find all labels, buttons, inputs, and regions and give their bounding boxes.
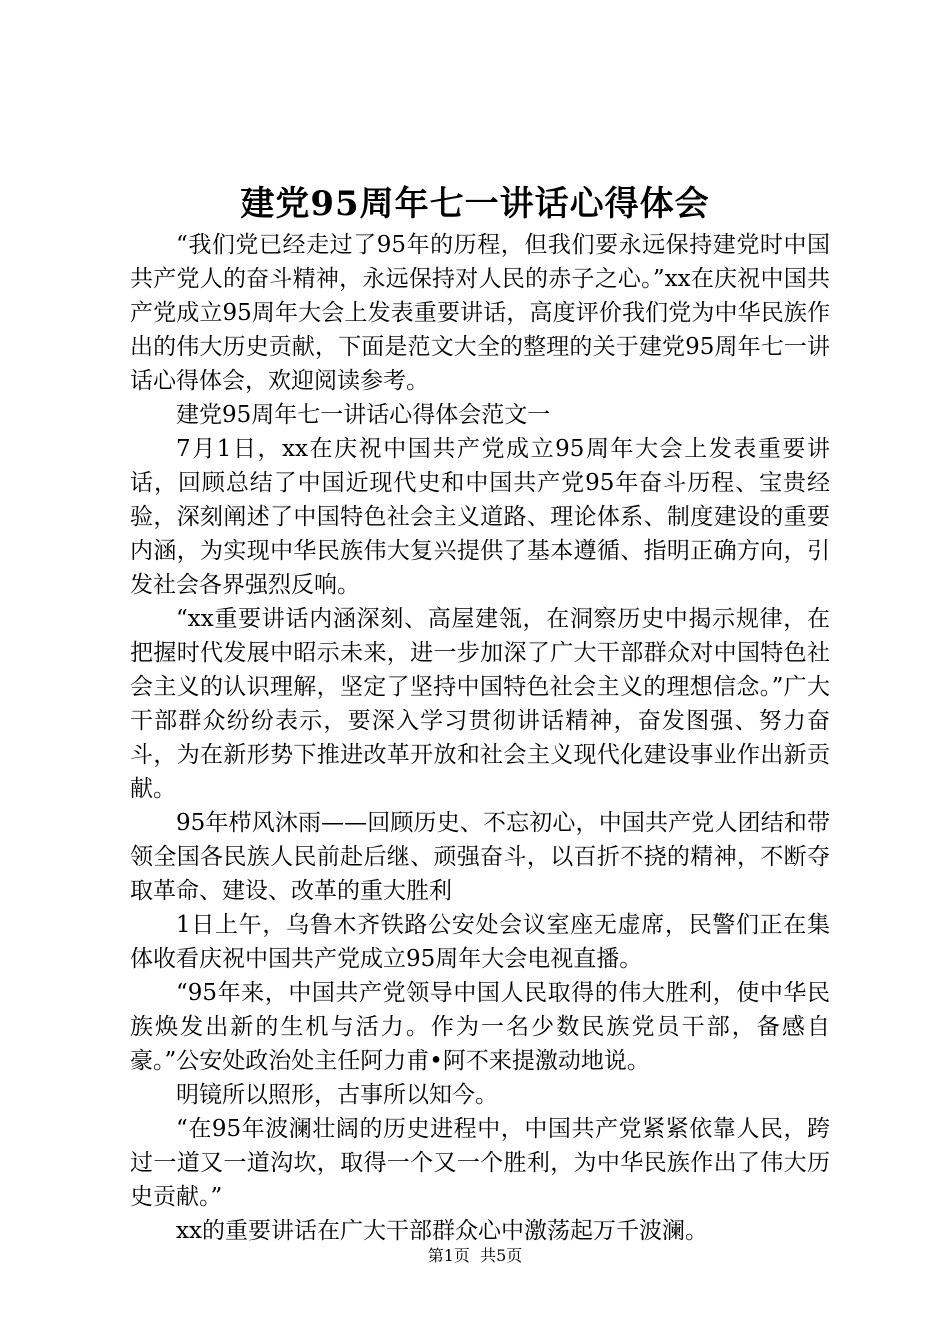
paragraph: 95年栉风沐雨——回顾历史、不忘初心，中国共产党人团结和带领全国各民族人民前赴后继、顽强奋斗，以百折不挠的精神，不断夺取革命、建设、改革的重大胜利 xyxy=(130,810,830,904)
paragraph: 明镜所以照形，古事所以知今。 xyxy=(176,1082,498,1108)
paragraph: “在95年波澜壮阔的历史进程中，中国共产党紧紧依靠人民，跨过一道又一道沟坎，取得一个又一个胜利，为中华民族作出了伟大历史贡献。” xyxy=(130,1116,830,1210)
paragraph: “我们党已经走过了95年的历程，但我们要永远保持建党时中国共产党人的奋斗精神，永远保持对人民的赤子之心。”xx在庆祝中国共产党成立95周年大会上发表重要讲话，高度评价我们党为中华民族作出的伟大历史贡献，下面是范文大全的整理的关于建党95周年七一讲话心得体会，欢迎阅读参考。 xyxy=(130,232,830,394)
page-number-current: 第1页 xyxy=(427,1246,470,1265)
paragraph: 7月1日，xx在庆祝中国共产党成立95周年大会上发表重要讲话，回顾总结了中国近现代史和中国共产党95年奋斗历程、宝贵经验，深刻阐述了中国特色社会主义道路、理论体系、制度建设的重要内涵，为实现中华民族伟大复兴提供了基本遵循、指明正确方向，引发社会各界强烈反响。 xyxy=(130,436,830,598)
paragraph: “95年来，中国共产党领导中国人民取得的伟大胜利，使中华民族焕发出新的生机与活力。作为一名少数民族党员干部，备感自豪。”公安处政治处主任阿力甫•阿不来提激动地说。 xyxy=(130,980,830,1074)
page-number-total: 共5页 xyxy=(480,1246,523,1265)
paragraph: xx的重要讲话在广大干部群众心中激荡起万千波澜。 xyxy=(176,1218,708,1244)
footer-spacer xyxy=(470,1246,480,1265)
paragraph: 1日上午，乌鲁木齐铁路公安处会议室座无虚席，民警们正在集体收看庆祝中国共产党成立95周年大会电视直播。 xyxy=(130,912,830,972)
document-body xyxy=(130,228,830,1248)
paragraph: “xx重要讲话内涵深刻、高屋建瓴，在洞察历史中揭示规律，在把握时代发展中昭示未来，进一步加深了广大干部群众对中国特色社会主义的认识理解，坚定了坚持中国特色社会主义的理想信念。”广大干部群众纷纷表示，要深入学习贯彻讲话精神，奋发图强、努力奋斗，为在新形势下推进改革开放和社会主义现代化建设事业作出新贡献。 xyxy=(130,606,830,802)
document-title: 建党95周年七一讲话心得体会 xyxy=(240,184,710,224)
page-footer xyxy=(0,1244,950,1268)
section-heading: 建党95周年七一讲话心得体会范文一 xyxy=(176,402,551,428)
